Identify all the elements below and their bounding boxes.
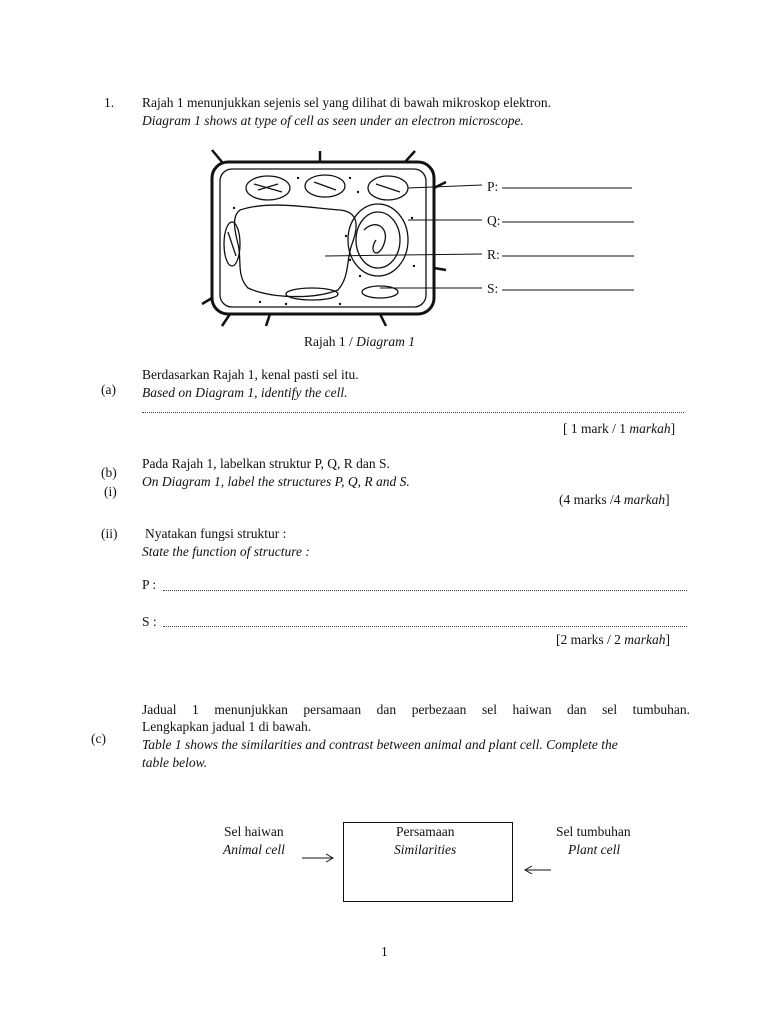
function-p-answer-line[interactable] — [163, 590, 687, 591]
part-a-marks: [ 1 mark / 1 markah] — [563, 421, 676, 436]
answer-lines — [502, 188, 634, 290]
similarities-label-en: Similarities — [394, 842, 457, 857]
part-b-text-en: On Diagram 1, label the structures P, Q, R and S. — [142, 474, 410, 489]
question-number: 1. — [104, 95, 115, 110]
label-s: S: — [487, 281, 499, 296]
page-number: 1 — [381, 944, 388, 959]
nucleus — [348, 204, 408, 276]
plant-cell-diagram — [200, 148, 650, 328]
part-c-text-ms-2: Lengkapkan jadual 1 di bawah. — [142, 719, 312, 734]
label-r: R: — [487, 247, 500, 262]
part-b-text-ms: Pada Rajah 1, labelkan struktur P, Q, R dan S. — [142, 456, 390, 471]
function-s-label: S : — [142, 614, 157, 629]
vacuole — [235, 205, 357, 296]
part-c-text-en-1: Table 1 shows the similarities and contrast between animal and plant cell. Complete the — [142, 737, 618, 752]
function-p-label: P : — [142, 577, 157, 592]
diagram-caption: Rajah 1 / Diagram 1 — [304, 334, 416, 349]
part-b-ii-marks: [2 marks / 2 markah] — [556, 632, 670, 647]
animal-cell-label-ms: Sel haiwan — [224, 824, 284, 839]
function-s-answer-line[interactable] — [163, 626, 687, 627]
part-b-i-label: (i) — [104, 484, 117, 499]
part-b-label: (b) — [101, 465, 117, 480]
similarities-label-ms: Persamaan — [396, 824, 455, 839]
right-arrow-icon — [300, 852, 336, 864]
part-a-answer-line[interactable] — [142, 412, 684, 413]
label-q: Q: — [487, 213, 501, 228]
part-b-ii-label: (ii) — [101, 526, 118, 541]
part-c-text-ms-1: Jadual 1 menunjukkan persamaan dan perbezaan sel haiwan dan sel tumbuhan. — [142, 702, 690, 717]
animal-cell-label-en: Animal cell — [223, 842, 285, 857]
part-b-marks: (4 marks /4 markah] — [559, 492, 670, 507]
question-text-ms: Rajah 1 menunjukkan sejenis sel yang dilihat di bawah mikroskop elektron. — [142, 95, 552, 110]
part-c-label: (c) — [91, 731, 106, 746]
plant-cell-label-ms: Sel tumbuhan — [556, 824, 631, 839]
part-b-ii-text-en: State the function of structure : — [142, 544, 310, 559]
part-c-text-en-2: table below. — [142, 755, 207, 770]
part-a-label: (a) — [101, 382, 116, 397]
part-b-ii-text-ms: Nyatakan fungsi struktur : — [145, 526, 287, 541]
left-arrow-icon — [523, 864, 553, 876]
label-p: P: — [487, 179, 499, 194]
plant-cell-label-en: Plant cell — [568, 842, 621, 857]
part-a-text-ms: Berdasarkan Rajah 1, kenal pasti sel itu. — [142, 367, 359, 382]
part-a-text-en: Based on Diagram 1, identify the cell. — [142, 385, 348, 400]
question-text-en: Diagram 1 shows at type of cell as seen under an electron microscope. — [142, 113, 524, 128]
